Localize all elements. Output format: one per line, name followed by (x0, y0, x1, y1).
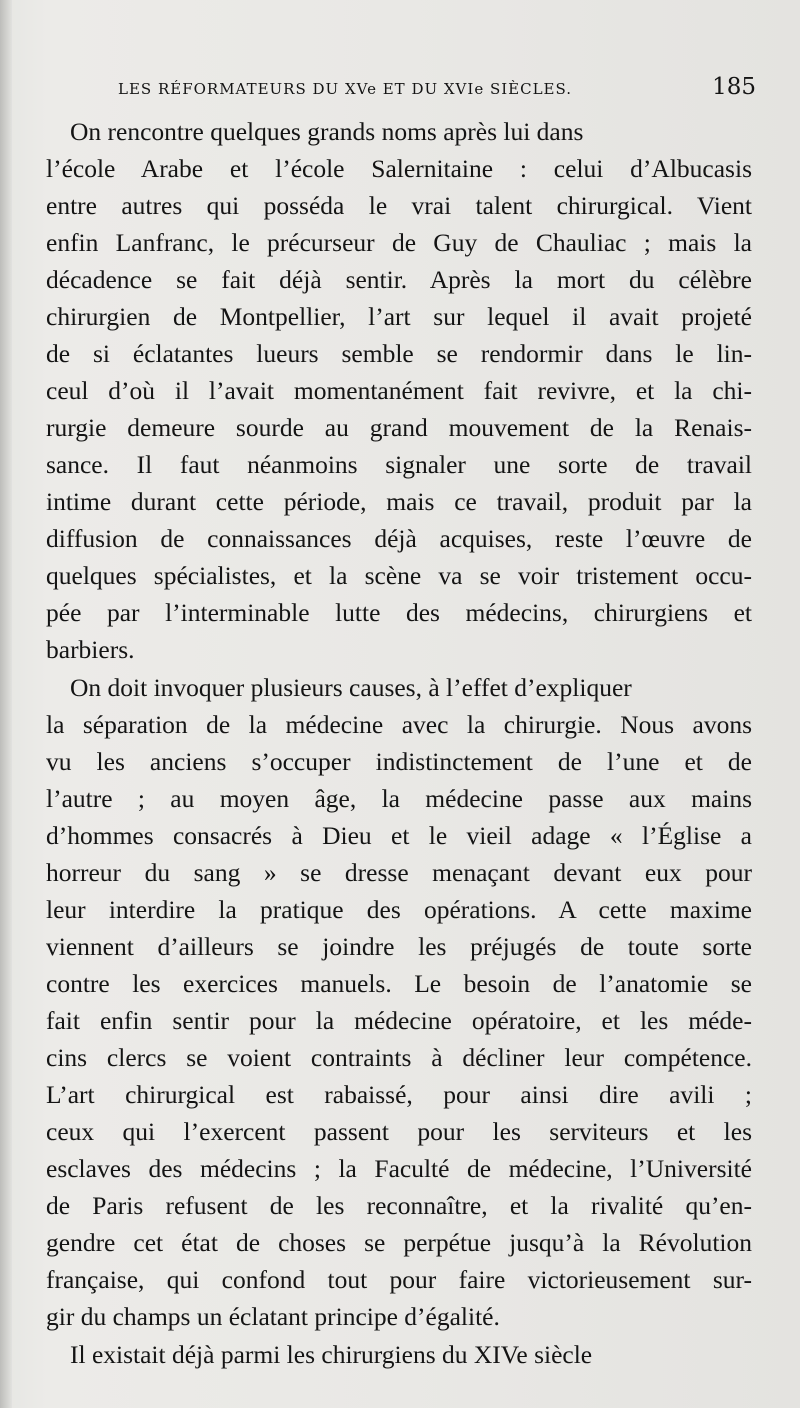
text-line: intime durant cette période, mais ce travail, produit par la (46, 487, 752, 516)
text-line: l’école Arabe et l’école Salernitaine : celui d’Albucasis (46, 154, 752, 183)
text-line: chirurgien de Montpellier, l’art sur lequel il avait projeté (46, 302, 752, 331)
text-line: leur interdire la pratique des opérations. A cette maxime (46, 895, 752, 924)
running-title: LES RÉFORMATEURS DU XVe ET DU XVIe SIÈCLES. (118, 80, 573, 98)
text-line: enfin Lanfranc, le précurseur de Guy de Chauliac ; mais la (46, 228, 752, 257)
running-head (118, 74, 758, 104)
text-line: diffusion de connaissances déjà acquises, reste l’œuvre de (46, 524, 752, 553)
text-line: barbiers. (46, 635, 135, 664)
text-line: d’hommes consacrés à Dieu et le vieil adage « l’Église a (46, 821, 752, 850)
text-line: sance. Il faut néanmoins signaler une sorte de travail (46, 450, 752, 479)
text-line: fait enfin sentir pour la médecine opératoire, et les méde- (46, 1006, 752, 1035)
text-line: On doit invoquer plusieurs causes, à l’effet d’expliquer (70, 673, 632, 702)
text-line: entre autres qui posséda le vrai talent chirurgical. Vient (46, 191, 752, 220)
text-line: l’autre ; au moyen âge, la médecine passe aux mains (46, 784, 752, 813)
text-line: cins clercs se voient contraints à décliner leur compétence. (46, 1043, 752, 1072)
text-line: gir du champs un éclatant principe d’égalité. (46, 1302, 500, 1331)
text-line: rurgie demeure sourde au grand mouvement de la Renais- (46, 413, 752, 442)
text-line: gendre cet état de choses se perpétue jusqu’à la Révolution (46, 1228, 752, 1257)
text-line: Il existait déjà parmi les chirurgiens du XIVe siècle (70, 1340, 593, 1369)
text-line: contre les exercices manuels. Le besoin de l’anatomie se (46, 969, 752, 998)
page-binding-edge (0, 0, 12, 1408)
text-line: quelques spécialistes, et la scène va se voir tristement occu- (46, 561, 752, 590)
text-line: vu les anciens s’occuper indistinctement de l’une et de (46, 747, 752, 776)
text-line: pée par l’interminable lutte des médecins, chirurgiens et (46, 598, 752, 627)
text-line: la séparation de la médecine avec la chirurgie. Nous avons (46, 710, 752, 739)
text-line: On rencontre quelques grands noms après lui dans (70, 117, 584, 146)
text-line: horreur du sang » se dresse menaçant devant eux pour (46, 858, 752, 887)
text-line: décadence se fait déjà sentir. Après la mort du célèbre (46, 265, 752, 294)
text-line: viennent d’ailleurs se joindre les préjugés de toute sorte (46, 932, 752, 961)
text-line: L’art chirurgical est rabaissé, pour ainsi dire avili ; (46, 1080, 752, 1109)
text-line: ceux qui l’exercent passent pour les serviteurs et les (46, 1117, 752, 1146)
text-line: esclaves des médecins ; la Faculté de médecine, l’Université (46, 1154, 752, 1183)
text-line: de Paris refusent de les reconnaître, et la rivalité qu’en- (46, 1191, 752, 1220)
page-number: 185 (712, 74, 756, 100)
text-line: de si éclatantes lueurs semble se rendormir dans le lin- (46, 339, 752, 368)
text-line: ceul d’où il l’avait momentanément fait revivre, et la chi- (46, 376, 752, 405)
text-line: française, qui confond tout pour faire victorieusement sur- (46, 1265, 752, 1294)
